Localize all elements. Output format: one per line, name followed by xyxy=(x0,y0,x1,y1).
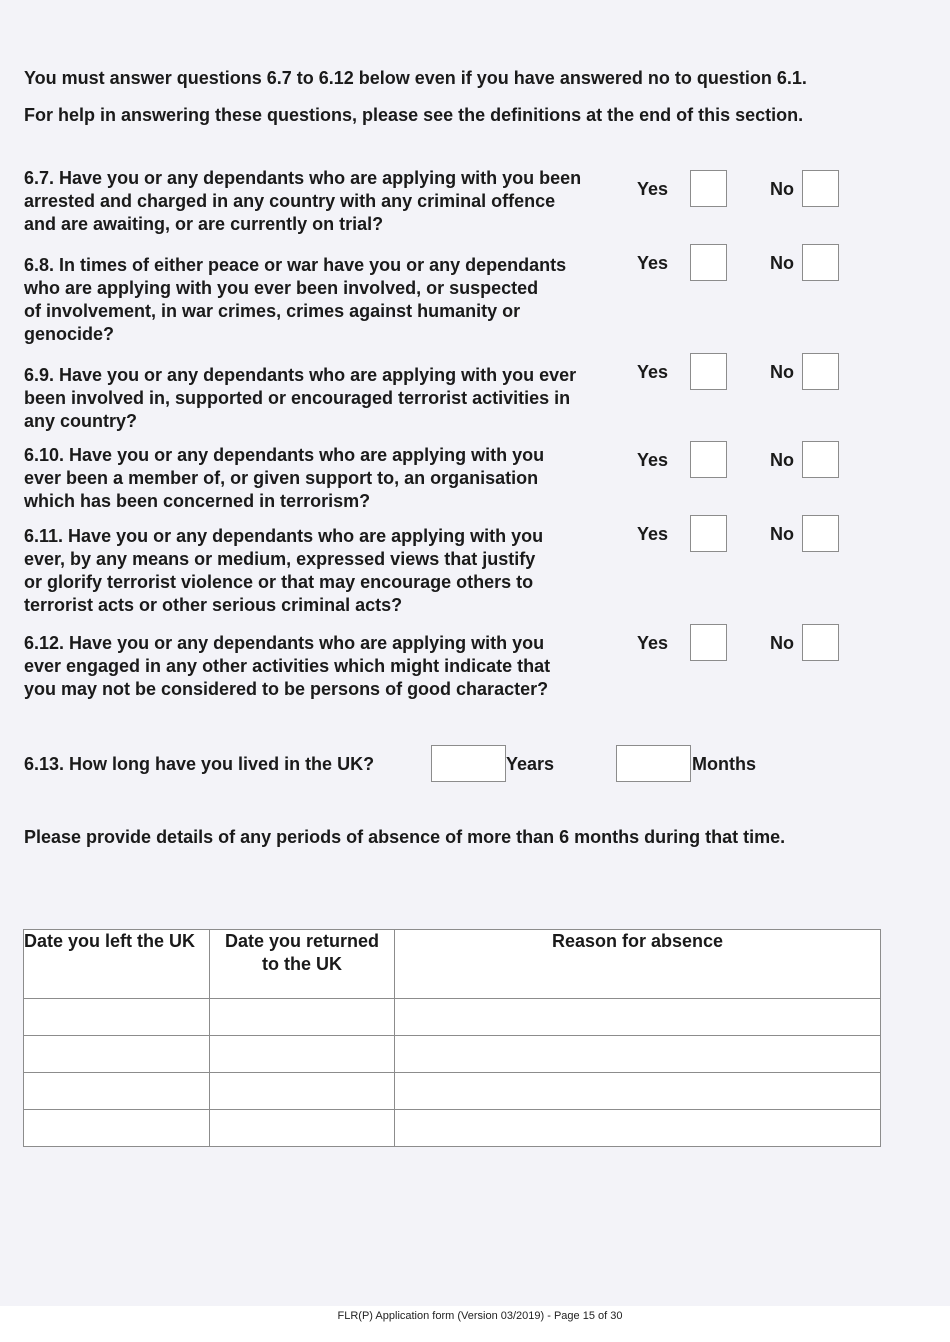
question-6-10-yes-label: Yes xyxy=(637,450,669,470)
question-6-10-text: 6.10. Have you or any dependants who are applying with you ever been a member of, or given support to, an organisation which has been concerned in terrorism? xyxy=(24,445,545,511)
months-input[interactable] xyxy=(616,745,691,782)
question-6-12-yes-checkbox[interactable] xyxy=(690,624,727,661)
absence-table xyxy=(23,929,881,1147)
table-row xyxy=(24,999,881,1036)
header-date-returned: Date you returned to the UK xyxy=(210,930,395,999)
question-6-11-no-checkbox[interactable] xyxy=(802,515,839,552)
instruction-definitions: For help in answering these questions, please see the definitions at the end of this section. xyxy=(24,105,804,125)
table-row xyxy=(24,1073,881,1110)
question-6-7-no-label: No xyxy=(770,179,794,199)
question-6-8-no-checkbox[interactable] xyxy=(802,244,839,281)
reason-cell[interactable] xyxy=(395,1110,881,1147)
question-6-9-text: 6.9. Have you or any dependants who are applying with you ever been involved in, supported or encouraged terrorist activities in any country? xyxy=(24,365,577,431)
question-6-7-text: 6.7. Have you or any dependants who are applying with you been arrested and charged in any country with any criminal offence and are awaiting, or are currently on trial? xyxy=(24,168,582,234)
question-6-11-yes-label: Yes xyxy=(637,524,669,544)
question-6-9-yes-label: Yes xyxy=(637,362,669,382)
page-footer: FLR(P) Application form (Version 03/2019) - Page 15 of 30 xyxy=(337,1310,623,1322)
table-row xyxy=(24,1036,881,1073)
years-input[interactable] xyxy=(431,745,506,782)
reason-cell[interactable] xyxy=(395,1073,881,1110)
header-reason: Reason for absence xyxy=(395,930,881,999)
question-6-10-yes-checkbox[interactable] xyxy=(690,441,727,478)
date-returned-cell[interactable] xyxy=(210,999,395,1036)
date-returned-cell[interactable] xyxy=(210,1036,395,1073)
absence-prompt: Please provide details of any periods of absence of more than 6 months during that time. xyxy=(24,827,786,847)
question-6-7-yes-label: Yes xyxy=(637,179,669,199)
question-6-9-no-label: No xyxy=(770,362,794,382)
question-6-9-no-checkbox[interactable] xyxy=(802,353,839,390)
question-6-8-yes-label: Yes xyxy=(637,253,669,273)
months-label: Months xyxy=(692,754,756,774)
date-left-cell[interactable] xyxy=(24,1110,210,1147)
question-6-7-no-checkbox[interactable] xyxy=(802,170,839,207)
question-6-10-no-label: No xyxy=(770,450,794,470)
question-6-12-yes-label: Yes xyxy=(637,633,669,653)
question-6-8-no-label: No xyxy=(770,253,794,273)
header-date-left: Date you left the UK xyxy=(24,930,210,999)
question-6-8-text: 6.8. In times of either peace or war have you or any dependants who are applying with you ever been involved, or suspected of involvement, in war crimes, crimes against humanity or genocide? xyxy=(24,255,567,344)
instruction-answer-all: You must answer questions 6.7 to 6.12 below even if you have answered no to question 6.1. xyxy=(24,68,807,88)
date-left-cell[interactable] xyxy=(24,999,210,1036)
date-left-cell[interactable] xyxy=(24,1036,210,1073)
question-6-10-no-checkbox[interactable] xyxy=(802,441,839,478)
reason-cell[interactable] xyxy=(395,999,881,1036)
date-returned-cell[interactable] xyxy=(210,1073,395,1110)
question-6-9-yes-checkbox[interactable] xyxy=(690,353,727,390)
question-6-12-text: 6.12. Have you or any dependants who are applying with you ever engaged in any other activities which might indicate that you may not be considered to be persons of good character? xyxy=(24,633,551,699)
question-6-12-no-checkbox[interactable] xyxy=(802,624,839,661)
question-6-11-text: 6.11. Have you or any dependants who are applying with you ever, by any means or medium, expressed views that justify or glorify terrorist violence or that may encourage others to terrorist acts or other serious criminal acts? xyxy=(24,526,544,615)
date-returned-cell[interactable] xyxy=(210,1110,395,1147)
absence-table-header-row xyxy=(24,930,881,999)
question-6-8-yes-checkbox[interactable] xyxy=(690,244,727,281)
question-6-7-yes-checkbox[interactable] xyxy=(690,170,727,207)
question-6-11-no-label: No xyxy=(770,524,794,544)
date-left-cell[interactable] xyxy=(24,1073,210,1110)
table-row xyxy=(24,1110,881,1147)
question-6-12-no-label: No xyxy=(770,633,794,653)
question-6-13-text: 6.13. How long have you lived in the UK? xyxy=(24,754,375,774)
reason-cell[interactable] xyxy=(395,1036,881,1073)
years-label: Years xyxy=(506,754,555,774)
question-6-11-yes-checkbox[interactable] xyxy=(690,515,727,552)
